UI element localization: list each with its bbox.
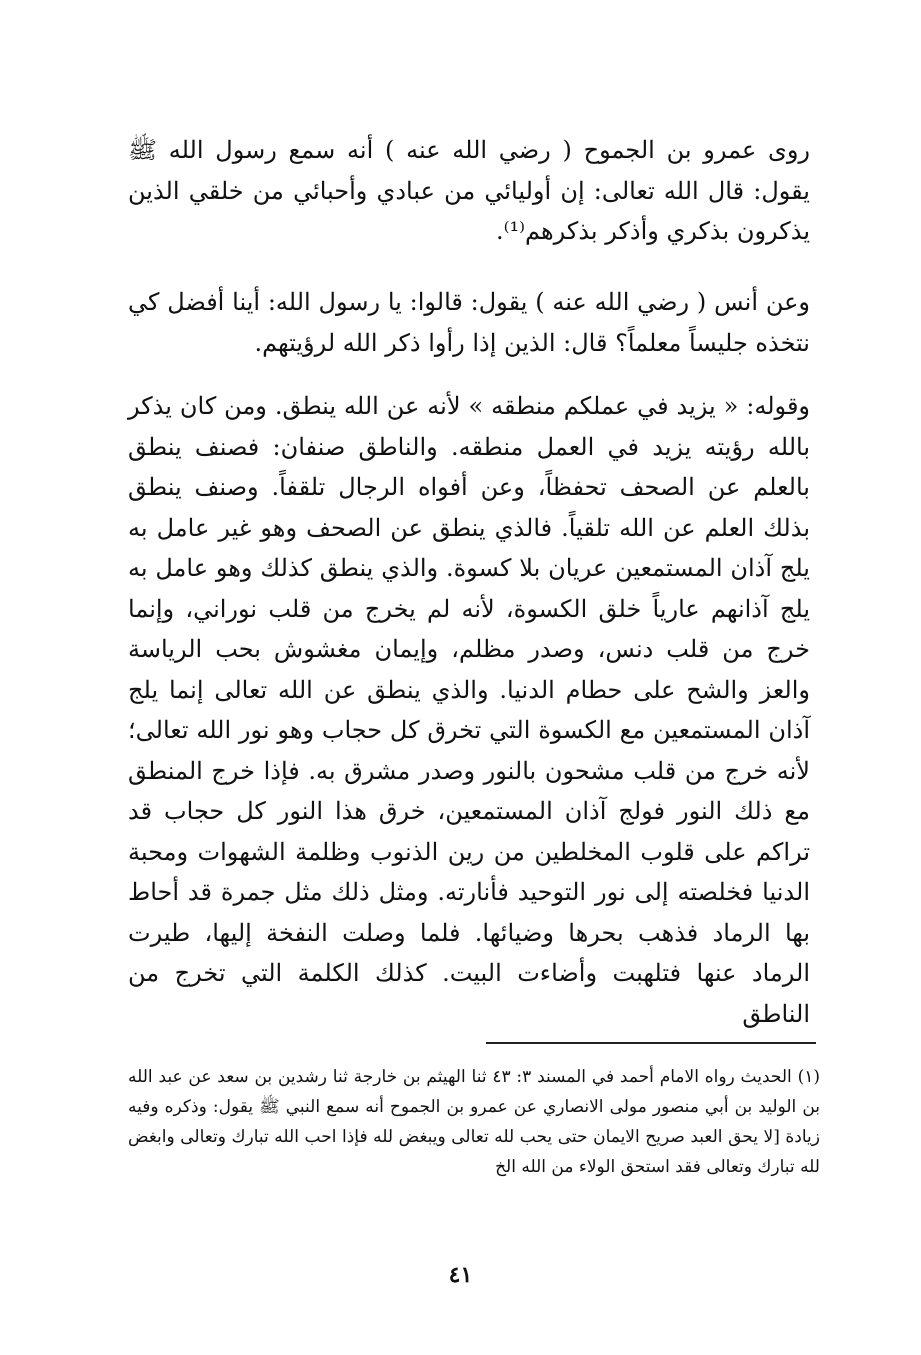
paragraph-hadith-anas [128,282,810,363]
footnote-1: (١) الحديث رواه الامام أحمد في المسند ٣: ٤٣ ثنا الهيثم بن خارجة ثنا رشدين بن سعد عن عبد الله بن الوليد بن أبي منصور مولى الانصاري عن عمرو بن الجموح أنه سمع النبي ﷺ يقول: وذكره وفيه زيادة [لا يحق العبد صريح الايمان حتى يحب لله تعالى ويبغض لله فإذا احب الله تبارك وتعالى وابغض لله تبارك وتعالى فقد استحق الولاء من الله الخ [128,1067,820,1177]
paragraph-text: وعن أنس ( رضي الله عنه ) يقول: قالوا: يا رسول الله: أينا أفضل كي نتخذه جليساً معلماً؟ قال: الذين إذا رأوا ذكر الله لرؤيتهم. [128,288,810,357]
footnote-divider [486,1042,816,1044]
paragraph-commentary [128,386,810,1034]
page-number: ٤١ [448,1262,473,1288]
paragraph-text: وقوله: « يزيد في عملكم منطقه » لأنه عن الله ينطق. ومن كان يذكر بالله رؤيته يزيد في العمل منطقه. والناطق صنفان: فصنف ينطق بالعلم عن الصحف تحفظاً، وعن أفواه الرجال تلقفاً. وصنف ينطق بذلك العلم عن الله تلقياً. فالذي ينطق عن الصحف وهو غير عامل به يلج آذان المستمعين عريان بلا كسوة. والذي ينطق كذلك وهو عامل به يلج آذانهم عارياً خلق الكسوة، لأنه لم يخرج من قلب نوراني، وإنما خرج من قلب دنس، وصدر مظلم، وإيمان مغشوش بحب الرياسة والعز والشح على حطام الدنيا. والذي ينطق عن الله تعالى إنما يلج آذان المستمعين مع الكسوة التي تخرق كل حجاب وهو نور الله تعالى؛ لأنه خرج من قلب مشحون بالنور وصدر مشرق به. فإذا خرج المنطق مع ذلك النور فولج آذان المستمعين، خرق هذا النور كل حجاب قد تراكم على قلوب المخلطين من رين الذنوب وظلمة الشهوات ومحبة الدنيا فخلصته إلى نور التوحيد فأنارته. ومثل ذلك مثل جمرة قد أحاط بها الرماد فذهب بحرها وضيائها. فلما وصلت النفخة إليها، طيرت الرماد عنها فتلهبت وأضاءت البيت. كذلك الكلمة التي تخرج من الناطق [128,392,810,1028]
footnotes-section [128,1062,820,1182]
paragraph-text: روى عمرو بن الجموح ( رضي الله عنه ) أنه سمع رسول الله ﷺ يقول: قال الله تعالى: إن أوليائي من عبادي وأحبائي من خلقي الذين يذكرون بذكري وأذكر بذكرهم⁽¹⁾. [128,136,810,245]
paragraph-hadith-amr [128,130,810,252]
